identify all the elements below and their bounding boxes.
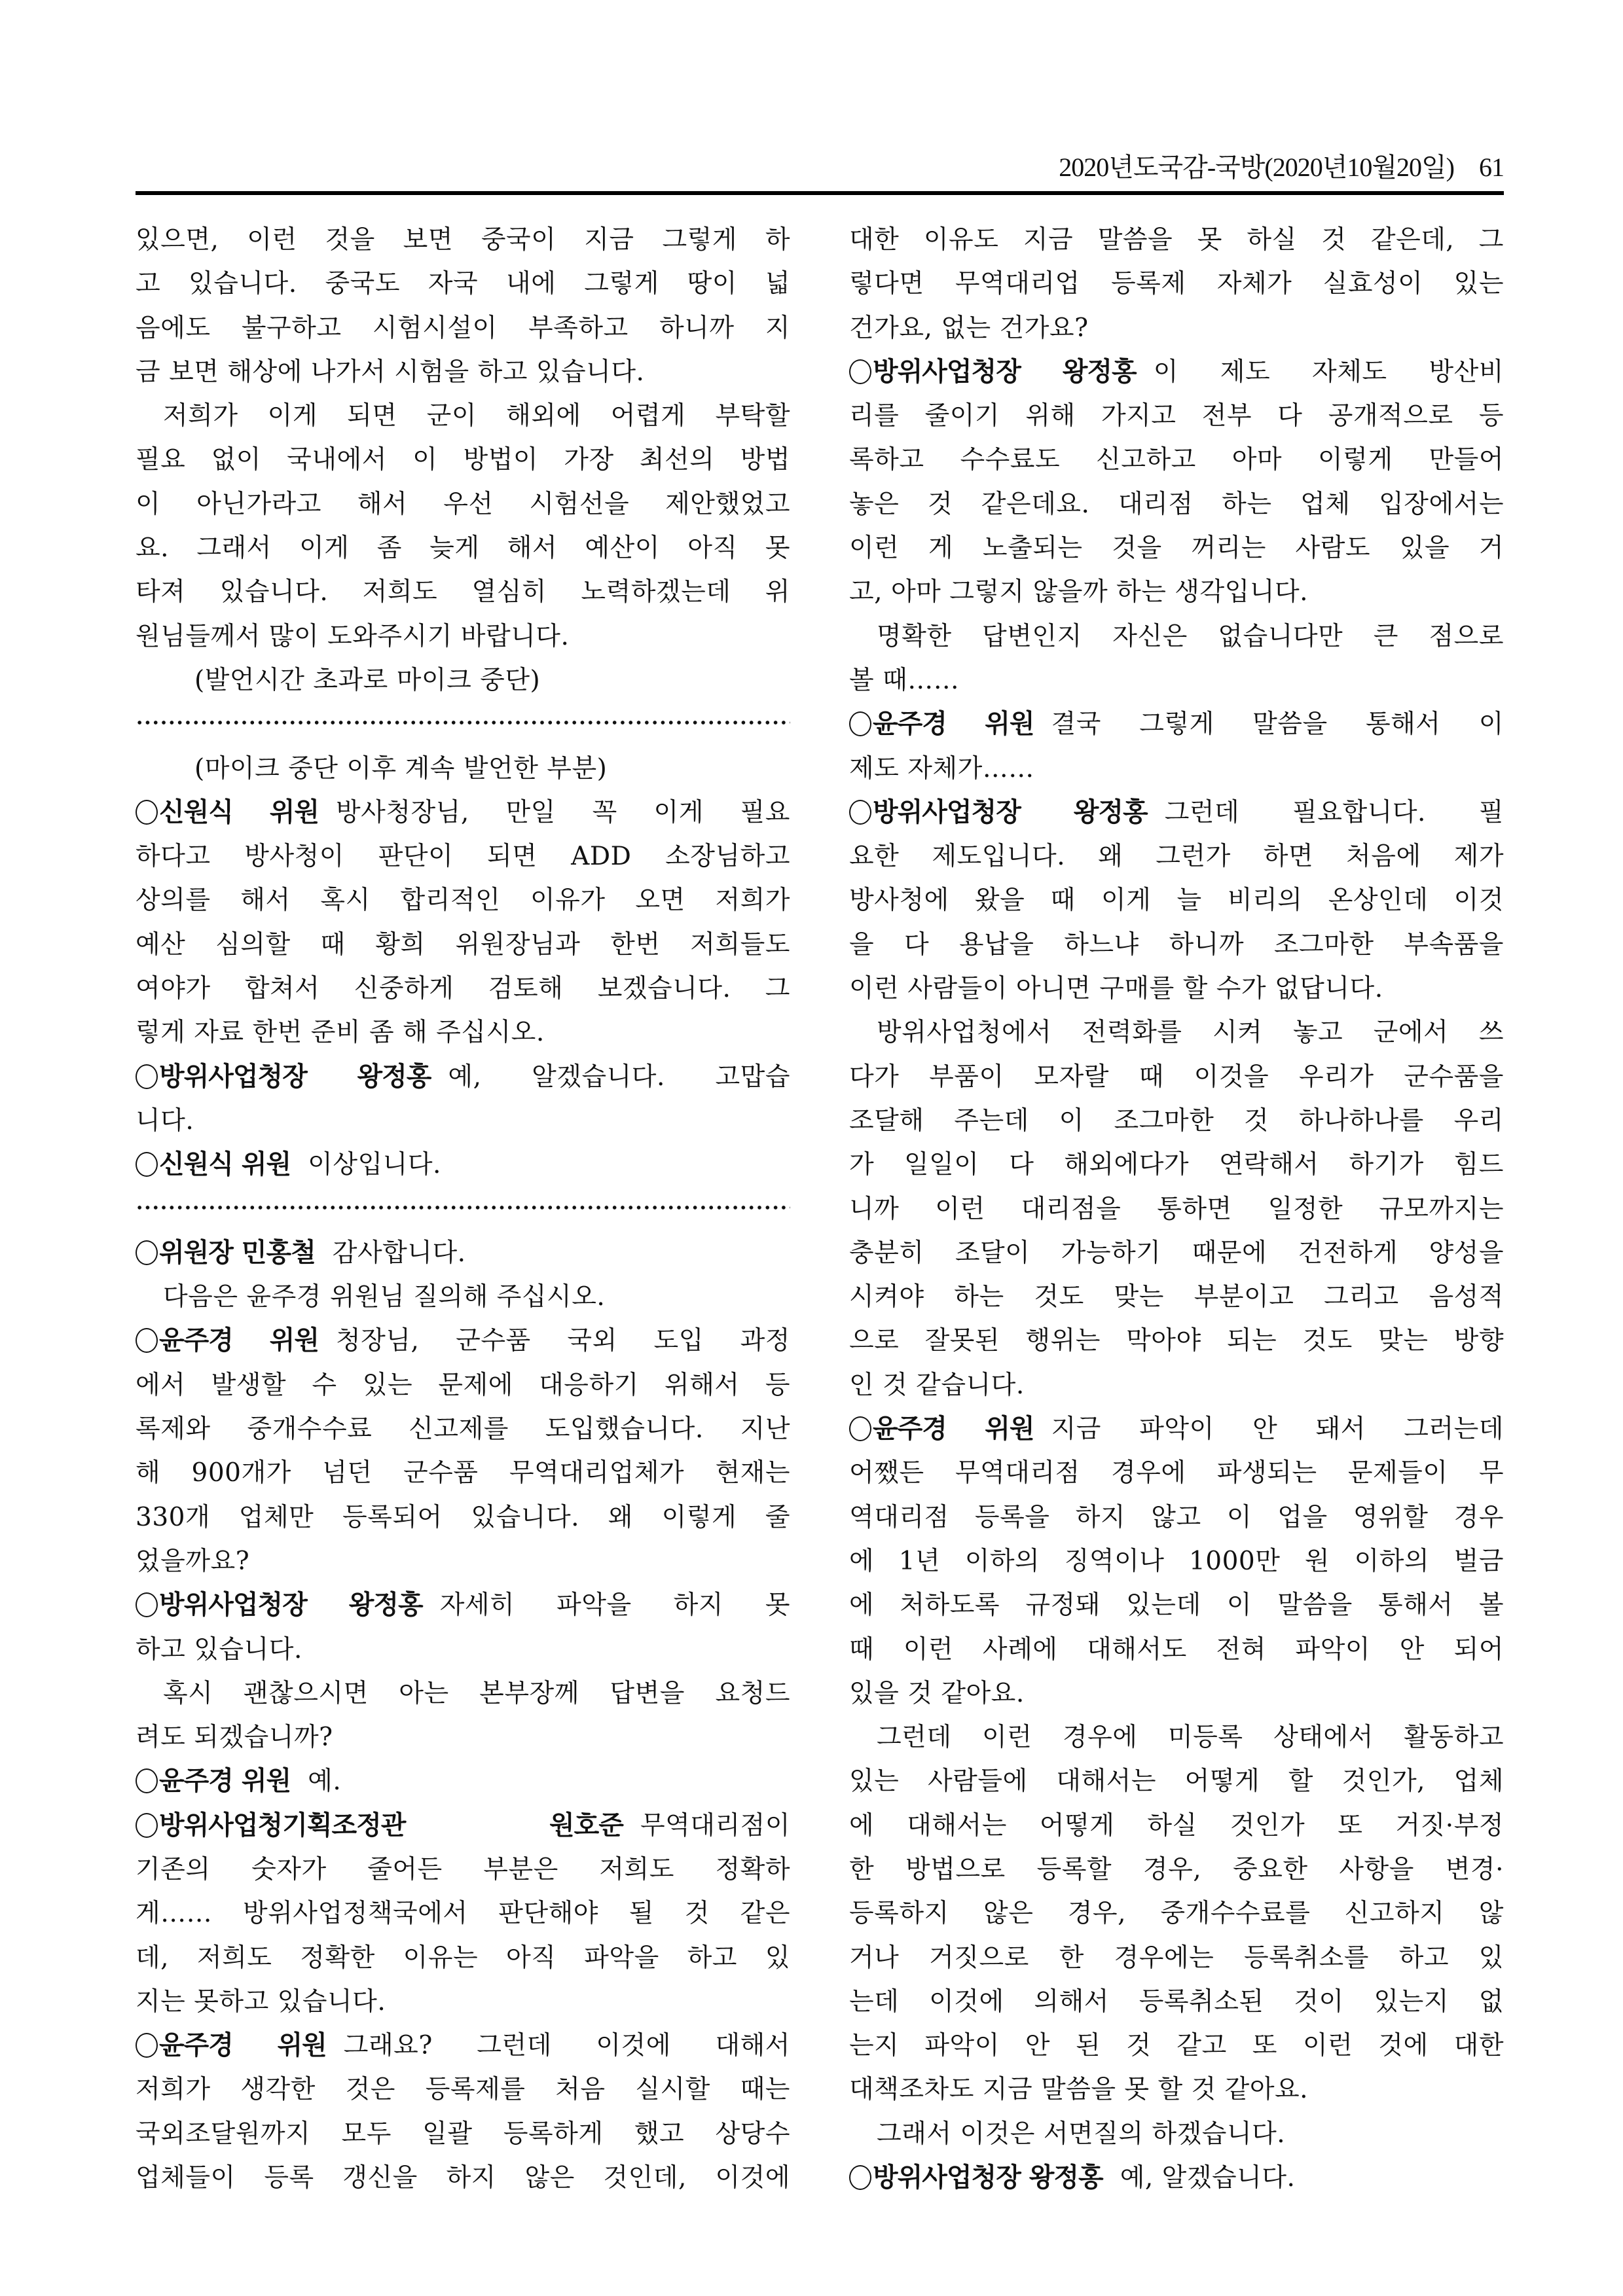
text-line: 건가요, 없는 건가요? (849, 313, 1089, 343)
text-line: 놓은 것 같은데요. 대리점 하는 업체 입장에서는 (849, 489, 1504, 519)
text-line: 요한 제도입니다. 왜 그런가 하면 처음에 제가 (849, 842, 1504, 872)
header-title: 2020년도국감-국방(2020년10월20일) (1059, 152, 1454, 182)
speech-line (136, 1759, 790, 1803)
text-line: 금 보면 해상에 나가서 시험을 하고 있습니다. (136, 357, 645, 387)
speech-line (136, 791, 790, 834)
speech-line (136, 1143, 790, 1187)
speech-text: 그래요? 그런데 이것에 대해서 (343, 2031, 790, 2061)
text-line: 저희가 이게 되면 군이 해외에 어렵게 부탁할 (163, 401, 790, 431)
speech-text: 방사청장님, 만일 꼭 이게 필요 (335, 797, 790, 827)
text-line: 니다. (136, 1105, 194, 1136)
speaker-circle-icon (136, 1240, 158, 1265)
speaker-circle-icon (136, 1064, 158, 1089)
left-column (136, 218, 790, 2200)
speech-text: 결국 그렇게 말씀을 통해서 이 (1051, 709, 1504, 740)
text-line: 기존의 숫자가 줄어든 부분은 저희도 정확하 (136, 1854, 790, 1884)
text-line: 게…… 방위사업정책국에서 판단해야 될 것 같은 (136, 1899, 790, 1929)
speaker-circle-icon (849, 2165, 871, 2190)
text-line: 는데 이것에 의해서 등록취소된 것이 있는지 없 (849, 1986, 1504, 2017)
text-line: 필요 없이 국내에서 이 방법이 가장 최선의 방법 (136, 445, 790, 475)
text-line: 시켜야 하는 것도 맞는 부분이고 그리고 음성적 (849, 1282, 1504, 1312)
text-line: 한 방법으로 등록할 경우, 중요한 사항을 변경· (849, 1854, 1504, 1884)
text-line: 원님들께서 많이 도와주시기 바랍니다. (136, 621, 570, 651)
speaker-name: 윤주경 위원 (873, 709, 1034, 740)
running-header (1059, 148, 1504, 187)
text-line: 방위사업청에서 전력화를 시켜 놓고 군에서 쓰 (877, 1018, 1504, 1048)
dotted-separator (136, 702, 790, 746)
speech-line (849, 350, 1504, 394)
speech-text: 예, 알겠습니다. 고맙습 (448, 1062, 790, 1092)
text-line: 고, 아마 그렇지 않을까 하는 생각입니다. (849, 577, 1309, 607)
text-line: 타져 있습니다. 저희도 열심히 노력하겠는데 위 (136, 577, 790, 607)
text-line: 요. 그래서 이게 좀 늦게 해서 예산이 아직 못 (136, 533, 790, 564)
text-line: 명확한 답변인지 자신은 없습니다만 큰 점으로 (877, 621, 1504, 651)
text-line: 충분히 조달이 가능하기 때문에 건전하게 양성을 (849, 1238, 1504, 1268)
speech-text: 자세히 파악을 하지 못 (439, 1590, 790, 1621)
text-line: 있으면, 이런 것을 보면 중국이 지금 그렇게 하 (136, 225, 790, 255)
speech-line (849, 2156, 1504, 2200)
right-column (849, 218, 1504, 2200)
text-line: 렇다면 무역대리업 등록제 자체가 실효성이 있는 (849, 269, 1504, 299)
text-line: 업체들이 등록 갱신을 하지 않은 것인데, 이것에 (136, 2163, 790, 2193)
text-line: 조달해 주는데 이 조그마한 것 하나하나를 우리 (849, 1105, 1504, 1136)
dotted-separator (136, 1187, 790, 1231)
text-line: 있는 사람들에 대해서는 어떻게 할 것인가, 업체 (849, 1767, 1504, 1797)
speaker-name: 윤주경 위원 (159, 2030, 327, 2061)
text-line: 에 처하도록 규정돼 있는데 이 말씀을 통해서 볼 (849, 1590, 1504, 1621)
text-line: 리를 줄이기 위해 가지고 전부 다 공개적으로 등 (849, 401, 1504, 431)
text-line: 제도 자체가…… (849, 753, 1034, 783)
text-line: 하다고 방사청이 판단이 되면 ADD 소장님하고 (136, 842, 790, 872)
speech-line (136, 2024, 790, 2068)
text-line: 대한 이유도 지금 말씀을 못 하실 것 같은데, 그 (849, 225, 1504, 255)
speaker-circle-icon (136, 2033, 158, 2058)
speaker-name: 윤주경 위원 (159, 1766, 291, 1797)
speaker-circle-icon (136, 1152, 158, 1177)
speaker-circle-icon (849, 1416, 871, 1441)
speaker-circle-icon (136, 800, 158, 825)
speech-line (849, 1407, 1504, 1451)
speaker-name: 방위사업청장 왕정홍 (873, 356, 1137, 387)
text-line: 는지 파악이 안 된 것 같고 또 이런 것에 대한 (849, 2031, 1504, 2061)
speech-text: 예. (308, 1767, 342, 1797)
text-line: 록하고 수수료도 신고하고 아마 이렇게 만들어 (849, 445, 1504, 475)
text-line: 렇게 자료 한번 준비 좀 해 주십시오. (136, 1018, 545, 1048)
text-line: 330개 업체만 등록되어 있습니다. 왜 이렇게 줄 (136, 1502, 790, 1532)
speech-line (849, 702, 1504, 746)
text-line: 그래서 이것은 서면질의 하겠습니다. (877, 2119, 1286, 2149)
page-number: 61 (1479, 152, 1504, 182)
text-line: 방사청에 왔을 때 이게 늘 비리의 온상인데 이것 (849, 886, 1504, 916)
text-line: 저희가 생각한 것은 등록제를 처음 실시할 때는 (136, 2075, 790, 2105)
speech-text: 청장님, 군수품 국외 도입 과정 (335, 1326, 790, 1356)
text-line: 었을까요? (136, 1546, 250, 1576)
text-line: 록제와 중개수수료 신고제를 도입했습니다. 지난 (136, 1414, 790, 1444)
text-line: 을 다 용납을 하느냐 하니까 조그마한 부속품을 (849, 929, 1504, 960)
stage-note: (발언시간 초과로 마이크 중단) (194, 665, 541, 695)
text-line: 어쨌든 무역대리점 경우에 파생되는 문제들이 무 (849, 1458, 1504, 1488)
speaker-circle-icon (849, 711, 871, 736)
text-line: 하고 있습니다. (136, 1634, 302, 1664)
text-line: 혹시 괜찮으시면 아는 본부장께 답변을 요청드 (163, 1678, 790, 1708)
text-line: 때 이런 사례에 대해서도 전혀 파악이 안 되어 (849, 1634, 1504, 1664)
speech-line (136, 1583, 790, 1627)
text-line: 그런데 이런 경우에 미등록 상태에서 활동하고 (877, 1723, 1504, 1753)
speaker-name: 방위사업청기획조정관 원호준 (159, 1810, 623, 1840)
speech-text: 감사합니다. (332, 1238, 466, 1268)
text-line: 여야가 합쳐서 신중하게 검토해 보겠습니다. 그 (136, 974, 790, 1004)
text-line: 역대리점 등록을 하지 않고 이 업을 영위할 경우 (849, 1502, 1504, 1532)
text-line: 에서 발생할 수 있는 문제에 대응하기 위해서 등 (136, 1370, 790, 1400)
speech-text: 예, 알겠습니다. (1120, 2163, 1296, 2193)
text-line: 이런 게 노출되는 것을 꺼리는 사람도 있을 거 (849, 533, 1504, 564)
text-line: 예산 심의할 때 황희 위원장님과 한번 저희들도 (136, 929, 790, 960)
speech-line (136, 1231, 790, 1275)
text-line: 니까 이런 대리점을 통하면 일정한 규모까지는 (849, 1194, 1504, 1224)
text-line: 있을 것 같아요. (849, 1678, 1025, 1708)
speech-text: 무역대리점이 (640, 1810, 790, 1840)
header-rule (136, 191, 1504, 195)
text-line: 해 900개가 넘던 군수품 무역대리업체가 현재는 (136, 1458, 790, 1488)
speaker-circle-icon (849, 800, 871, 825)
text-line: 지는 못하고 있습니다. (136, 1986, 386, 2017)
speaker-name: 윤주경 위원 (873, 1414, 1034, 1444)
text-line: 인 것 같습니다. (849, 1370, 1025, 1400)
speech-line (136, 1319, 790, 1363)
speaker-name: 신원식 위원 (159, 797, 319, 827)
text-line: 등록하지 않은 경우, 중개수수료를 신고하지 않 (849, 1899, 1504, 1929)
stage-note: (마이크 중단 이후 계속 발언한 부분) (194, 753, 608, 783)
text-line: 대책조차도 지금 말씀을 못 할 것 같아요. (849, 2075, 1309, 2105)
speaker-name: 위원장 민홍철 (159, 1237, 316, 1268)
speaker-circle-icon (136, 1592, 158, 1617)
speech-text: 그런데 필요합니다. 필 (1164, 797, 1504, 827)
speaker-name: 방위사업청장 왕정홍 (873, 797, 1148, 827)
speaker-circle-icon (849, 359, 871, 384)
speech-line (849, 791, 1504, 834)
text-line: 이런 사람들이 아니면 구매를 할 수가 없답니다. (849, 974, 1383, 1004)
speaker-name: 신원식 위원 (159, 1149, 291, 1180)
text-line: 데, 저희도 정확한 이유는 아직 파악을 하고 있 (136, 1943, 790, 1973)
speech-line (136, 1804, 790, 1848)
text-line: 다가 부품이 모자랄 때 이것을 우리가 군수품을 (849, 1062, 1504, 1092)
speech-text: 지금 파악이 안 돼서 그러는데 (1051, 1414, 1504, 1444)
text-line: 려도 되겠습니까? (136, 1723, 333, 1753)
speaker-name: 방위사업청장 왕정홍 (873, 2162, 1103, 2193)
text-line: 에 1년 이하의 징역이나 1000만 원 이하의 벌금 (849, 1546, 1504, 1576)
page-header (136, 148, 1504, 187)
text-line: 거나 거짓으로 한 경우에는 등록취소를 하고 있 (849, 1943, 1504, 1973)
speaker-name: 방위사업청장 왕정홍 (159, 1590, 423, 1621)
speaker-name: 윤주경 위원 (159, 1325, 319, 1356)
text-line: 에 대해서는 어떻게 하실 것인가 또 거짓·부정 (849, 1810, 1504, 1840)
text-line: 고 있습니다. 중국도 자국 내에 그렇게 땅이 넓 (136, 269, 790, 299)
speaker-circle-icon (136, 1768, 158, 1793)
speaker-circle-icon (136, 1813, 158, 1838)
text-line: 가 일일이 다 해외에다가 연락해서 하기가 힘드 (849, 1150, 1504, 1180)
text-line: 다음은 윤주경 위원님 질의해 주십시오. (163, 1282, 606, 1312)
text-line: 볼 때…… (849, 665, 960, 695)
text-line: 상의를 해서 혹시 합리적인 이유가 오면 저희가 (136, 886, 790, 916)
speech-text: 이상입니다. (308, 1150, 441, 1180)
speaker-circle-icon (136, 1328, 158, 1353)
text-line: 으로 잘못된 행위는 막아야 되는 것도 맞는 방향 (849, 1326, 1504, 1356)
text-line: 국외조달원까지 모두 일괄 등록하게 했고 상당수 (136, 2119, 790, 2149)
speech-text: 이 제도 자체도 방산비 (1153, 357, 1504, 387)
speaker-name: 방위사업청장 왕정홍 (159, 1061, 431, 1092)
speech-line (136, 1055, 790, 1099)
text-line: 음에도 불구하고 시험시설이 부족하고 하니까 지 (136, 313, 790, 343)
text-line: 이 아닌가라고 해서 우선 시험선을 제안했었고 (136, 489, 790, 519)
